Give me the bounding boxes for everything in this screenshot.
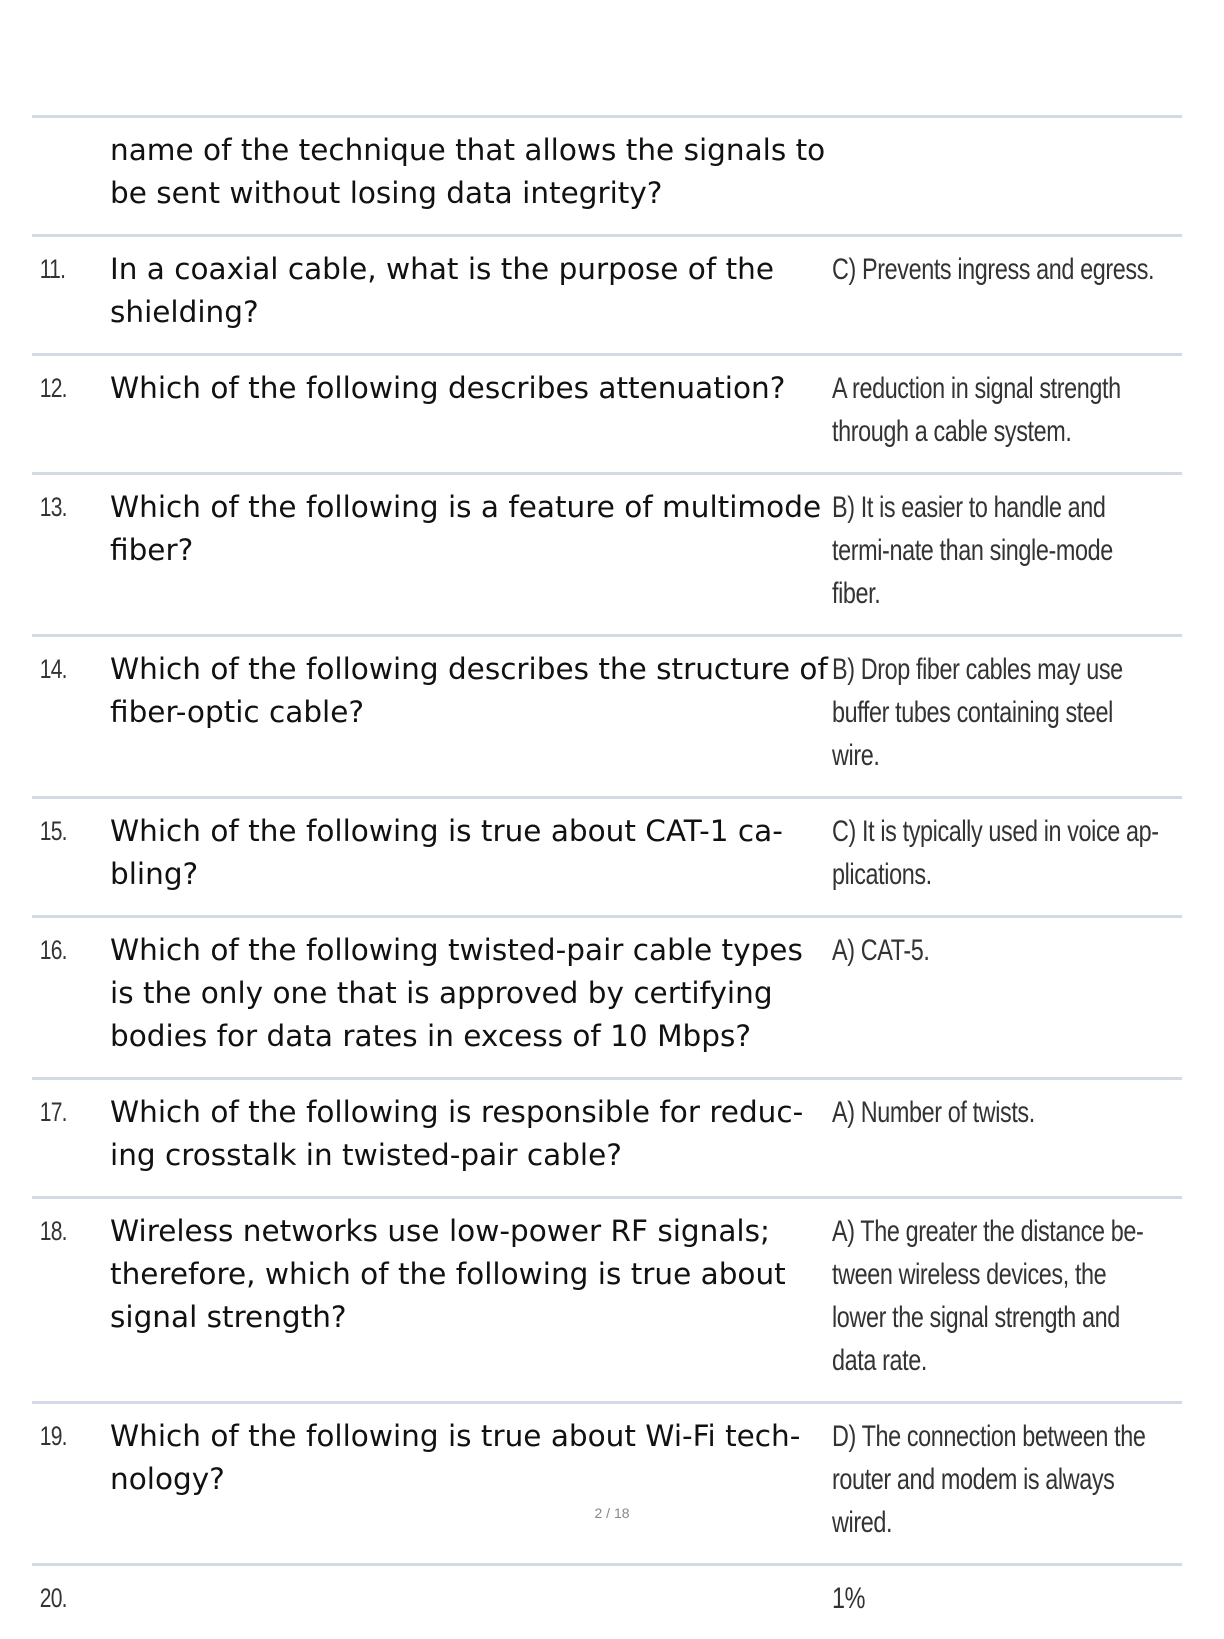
question-text: Wireless networks use low-power RF signals; therefore, which of the following is true about signal strength? — [110, 1214, 786, 1334]
table-row — [32, 634, 1182, 796]
table-row — [32, 472, 1182, 634]
question-text: Which of the following twisted-pair cable types is the only one that is approved by certifying bodies for data rates in excess of 10 Mbps? — [110, 933, 803, 1053]
table-row — [32, 1196, 1182, 1401]
question-text: Which of the following is true about CAT-1 ca-bling? — [110, 814, 783, 891]
table-row — [32, 1563, 1182, 1639]
question-number: 17. — [39, 1097, 67, 1127]
answer-cell — [832, 1080, 1182, 1196]
question-number: 14. — [39, 654, 67, 684]
answer-text: A) The greater the distance be-tween wireless devices, the lower the signal strength and data rate. — [832, 1215, 1144, 1377]
question-number: 18. — [39, 1216, 67, 1246]
answer-text: A) Number of twists. — [832, 1096, 1035, 1129]
table-row — [32, 796, 1182, 915]
answer-text: B) Drop fiber cables may use buffer tubes containing steel wire. — [832, 653, 1123, 772]
question-number: 12. — [39, 373, 67, 403]
question-text: In a coaxial cable, what is the purpose of the shielding? — [110, 252, 775, 329]
question-number: 13. — [39, 492, 67, 522]
answer-cell — [832, 918, 1182, 1077]
question-text: Which of the following describes the structure of fiber-optic cable? — [110, 652, 828, 729]
page-indicator: 2 / 18 — [594, 1505, 630, 1521]
question-text: Which of the following is responsible for reduc-ing crosstalk in twisted-pair cable? — [110, 1095, 804, 1172]
question-number: 15. — [39, 816, 67, 846]
question-text: Which of the following is a feature of multimode fiber? — [110, 490, 822, 567]
question-text — [110, 1566, 832, 1639]
qa-table — [32, 115, 1182, 1639]
table-row — [32, 1077, 1182, 1196]
question-number — [32, 118, 93, 234]
table-row — [32, 115, 1182, 234]
answer-text: D) The connection between the router and modem is always wired. — [832, 1420, 1146, 1539]
answer-cell — [832, 1566, 1182, 1639]
answer-cell — [832, 799, 1182, 915]
table-row — [32, 353, 1182, 472]
question-text: name of the technique that allows the signals to be sent without losing data integrity? — [110, 133, 826, 210]
question-number: 19. — [39, 1421, 67, 1451]
answer-text: 1% — [832, 1582, 866, 1615]
question-text: Which of the following is true about Wi-Fi tech-nology? — [110, 1419, 801, 1496]
answer-cell — [832, 1404, 1182, 1563]
question-number: 20. — [39, 1583, 67, 1613]
answer-text: C) It is typically used in voice ap-plications. — [832, 815, 1159, 891]
answer-text: A) CAT-5. — [832, 934, 930, 967]
table-row — [32, 1401, 1182, 1563]
question-text: Which of the following describes attenuation? — [110, 371, 786, 405]
question-number: 11. — [39, 254, 66, 284]
answer-cell — [832, 475, 1182, 634]
answer-cell — [832, 637, 1182, 796]
table-row — [32, 234, 1182, 353]
table-row — [32, 915, 1182, 1077]
answer-text: C) Prevents ingress and egress. — [832, 253, 1155, 286]
question-number: 16. — [39, 935, 67, 965]
answer-cell — [832, 1199, 1182, 1401]
answer-text: A reduction in signal strength through a cable system. — [832, 372, 1121, 448]
answer-cell — [832, 118, 1182, 234]
answer-cell — [832, 237, 1182, 353]
answer-cell — [832, 356, 1182, 472]
answer-text: B) It is easier to handle and termi-nate than single-mode fiber. — [832, 491, 1113, 610]
